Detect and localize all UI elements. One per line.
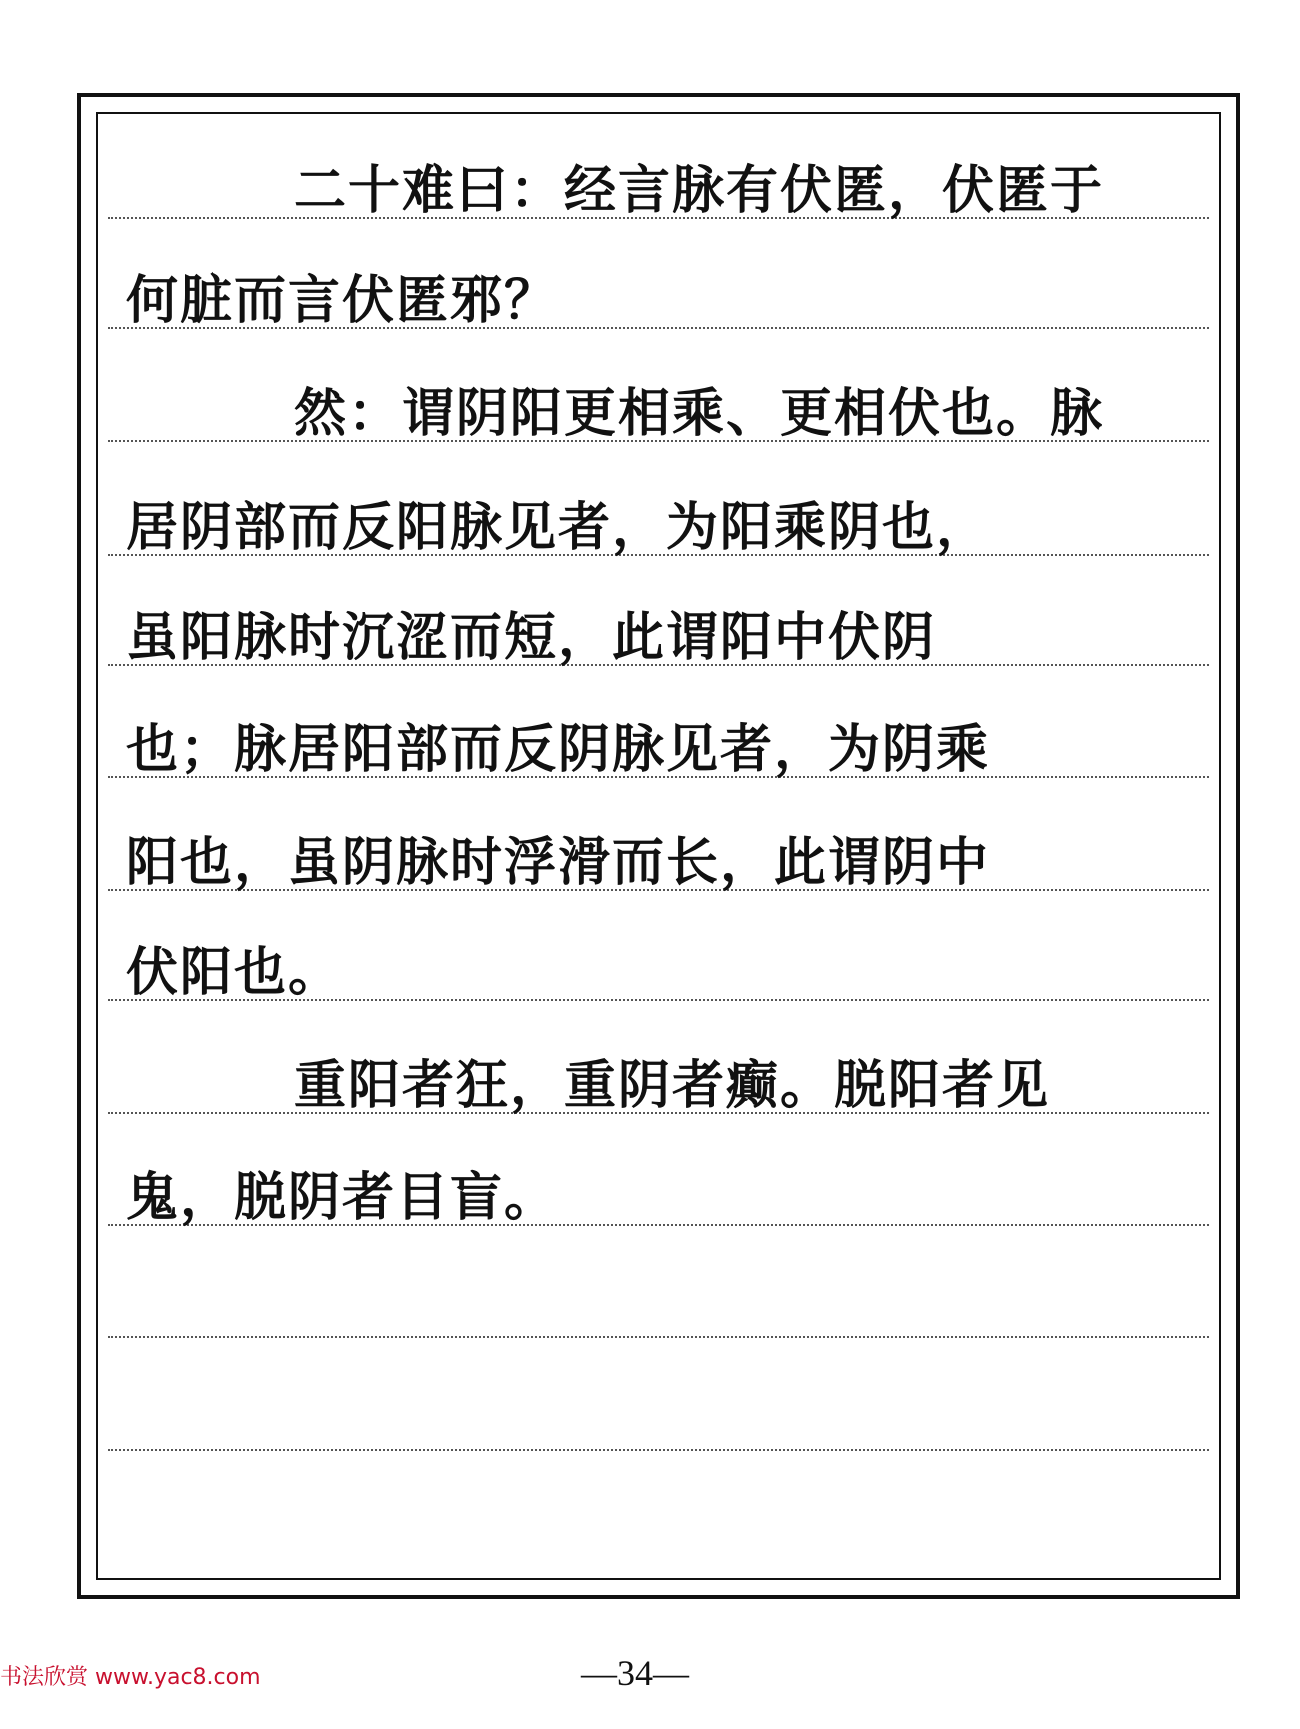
- page-inner-frame: [96, 112, 1221, 1580]
- text-line-8: 伏阳也。: [126, 942, 343, 1003]
- text-line-11: [126, 1275, 1201, 1345]
- text-line-6: 也；脉居阳部而反阴脉见者，为阴乘: [126, 719, 991, 780]
- text-line-2: 何脏而言伏匿邪？: [126, 270, 559, 331]
- text-line-5: 虽阳脉时沉涩而短，此谓阳中伏阴: [126, 607, 937, 668]
- text-line-1: 二十难曰：经言脉有伏匿，伏匿于: [294, 160, 1105, 221]
- text-line-12: [126, 1388, 1201, 1458]
- text-line-3: 然：谓阴阳更相乘、更相伏也。脉: [294, 383, 1105, 444]
- watermark-site-link[interactable]: 书法欣赏 www.yac8.com: [0, 1665, 261, 1690]
- text-line-10: 鬼，脱阴者目盲。: [126, 1167, 559, 1228]
- text-line-7: 阳也，虽阴脉时浮滑而长，此谓阴中: [126, 832, 991, 893]
- text-line-9: 重阳者狂，重阴者癫。脱阳者见: [294, 1055, 1051, 1116]
- page-outer-frame: [77, 93, 1240, 1599]
- text-line-4: 居阴部而反阳脉见者，为阳乘阴也，: [126, 497, 991, 558]
- page-number: —34—: [581, 1653, 689, 1693]
